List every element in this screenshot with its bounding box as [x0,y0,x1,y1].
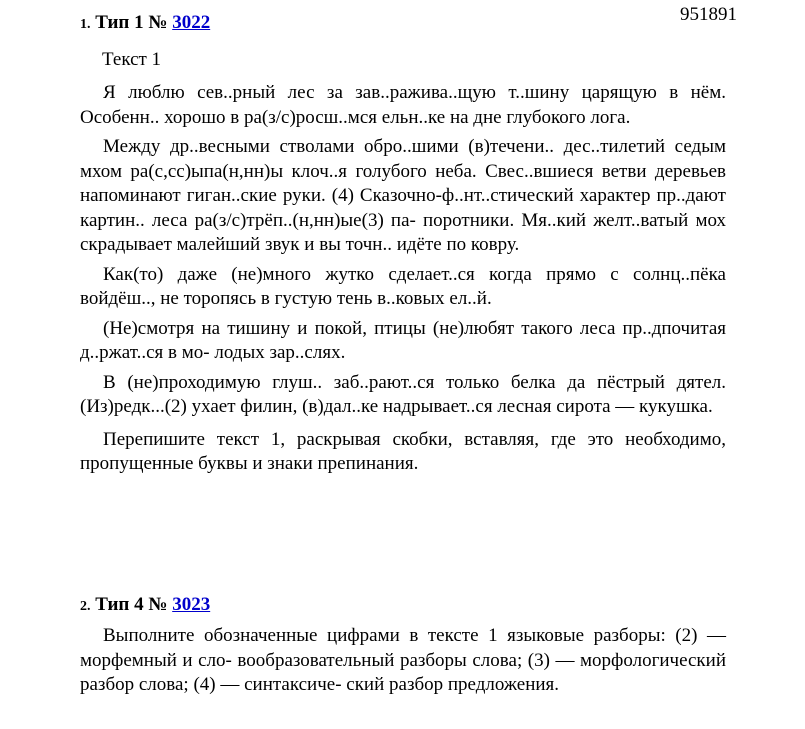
task-2-type-label: Тип 4 № [95,594,168,615]
task-2-instruction: Выполните обозначенные цифрами в тексте 1 языковые разборы: (2) — морфемный и сло- вообразовательный разборы слова; (3) — морфологический разбор слова; (4) — синтаксиче- ский разбор предложения. [80,625,726,695]
task-1-type-label: Тип 1 № [95,12,168,33]
task-2 [80,592,726,703]
task-1-header [80,10,726,38]
task-1-number: 1. [80,17,91,32]
task-2-number: 2. [80,599,91,614]
task-2-id-link[interactable]: 3023 [172,594,211,615]
task-2-header [80,592,726,620]
text-1-paragraph-4: (Не)смотря на тишину и покой, птицы (не)любят такого леса пр..дпочитая д..ржат..ся в мо- лодых зар..слях. [80,317,726,363]
text-1-title: Текст 1 [102,49,162,70]
text-1-paragraph-2: Между др..весными стволами обро..шими (в)течени.. дес..тилетий седым мхом ра(с,сс)ыпа(н,нн)ы клоч..я голубого неба. Свес..вшиеся ветви деревьев напоминают гиган..ские руки. (4) Сказочно-ф..нт..стический характер пр..дают картин.. леса ра(з/с)трёп..(н,нн)ые(3) па- поротники. Мя..кий желт..ватый мох скрадывает малейший звук и вы точн.. идёте по ковру. [80,136,726,255]
text-1-paragraph-5: В (не)проходимую глуш.. заб..рают..ся только белка да пёстрый дятел. (Из)редк...(2) ухает филин, (в)дал..ке надрывает..ся лесная сирота — кукушка. [80,371,726,417]
task-1-instruction: Перепишите текст 1, раскрывая скобки, вставляя, где это необходимо, пропущенные буквы и знаки препинания. [80,428,726,474]
document-id: 951891 [680,4,737,25]
text-1-paragraph-1: Я люблю сев..рный лес за зав..ражива..щую т..шину царящую в нём. Особенн.. хорошо в ра(з/с)росш..мся ельн..ке на дне глубокого лога. [80,82,726,128]
task-1-id-link[interactable]: 3022 [172,12,211,33]
task-1 [80,10,726,482]
text-1-paragraph-3: Как(то) даже (не)много жутко сделает..ся когда прямо с солнц..пёка войдёш.., не торопясь в густую тень в..ковых ел..й. [80,263,726,309]
